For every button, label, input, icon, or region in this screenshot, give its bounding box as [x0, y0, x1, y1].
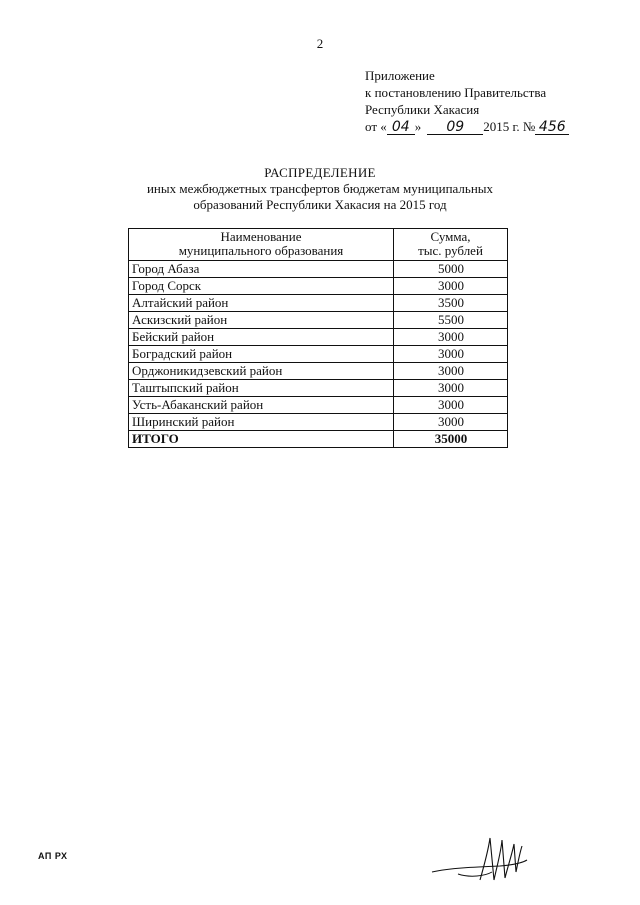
appendix-line-3: Республики Хакасия [365, 102, 480, 117]
row-name: Таштыпский район [129, 380, 394, 397]
row-name: Алтайский район [129, 295, 394, 312]
appendix-line-2: к постановлению Правительства [365, 85, 547, 100]
row-amount: 3000 [394, 380, 508, 397]
appendix-date-line [365, 118, 569, 135]
table-row [129, 312, 508, 329]
document-number: 456 [535, 120, 569, 135]
table-row [129, 397, 508, 414]
row-name: Бейский район [129, 329, 394, 346]
signature [430, 832, 530, 888]
document-title [0, 165, 640, 213]
table-row [129, 329, 508, 346]
header-name-line-2: муниципального образования [178, 243, 344, 258]
row-amount: 3000 [394, 363, 508, 380]
row-name: Боградский район [129, 346, 394, 363]
row-amount: 3000 [394, 278, 508, 295]
distribution-table [128, 228, 508, 448]
table-row [129, 295, 508, 312]
header-name-line-1: Наименование [220, 229, 302, 244]
row-name: Орджоникидзевский район [129, 363, 394, 380]
row-name: Город Сорск [129, 278, 394, 295]
row-amount: 3000 [394, 414, 508, 431]
row-name: Город Абаза [129, 261, 394, 278]
date-year: 2015 г. № [483, 119, 536, 134]
row-name: Аскизский район [129, 312, 394, 329]
title-line-3: образований Республики Хакасия на 2015 год [193, 197, 447, 212]
header-name-cell [129, 229, 394, 261]
table-row [129, 363, 508, 380]
row-amount: 3500 [394, 295, 508, 312]
page-number: 2 [316, 36, 324, 51]
date-mid: » [414, 119, 422, 134]
row-amount: 5000 [394, 261, 508, 278]
appendix-block [365, 67, 569, 135]
table-header-row [129, 229, 508, 261]
header-amount-line-1: Сумма, [430, 229, 471, 244]
header-amount-line-2: тыс. рублей [418, 243, 483, 258]
row-amount: 3000 [394, 329, 508, 346]
total-label: ИТОГО [129, 431, 394, 448]
table-row [129, 346, 508, 363]
date-day: 04 [387, 120, 415, 135]
table-row [129, 380, 508, 397]
table-row [129, 261, 508, 278]
table-row [129, 414, 508, 431]
header-amount-cell [394, 229, 508, 261]
table-row [129, 278, 508, 295]
date-month: 09 [427, 120, 483, 135]
title-line-2: иных межбюджетных трансфертов бюджетам муниципальных [146, 181, 494, 196]
appendix-line-1: Приложение [365, 68, 435, 83]
footer-code: АП РХ [38, 851, 68, 861]
row-name: Ширинский район [129, 414, 394, 431]
row-amount: 5500 [394, 312, 508, 329]
row-amount: 3000 [394, 397, 508, 414]
row-amount: 3000 [394, 346, 508, 363]
row-name: Усть-Абаканский район [129, 397, 394, 414]
date-prefix: от « [365, 119, 387, 134]
total-row [129, 431, 508, 448]
total-amount: 35000 [394, 431, 508, 448]
title-main: РАСПРЕДЕЛЕНИЕ [264, 165, 376, 180]
